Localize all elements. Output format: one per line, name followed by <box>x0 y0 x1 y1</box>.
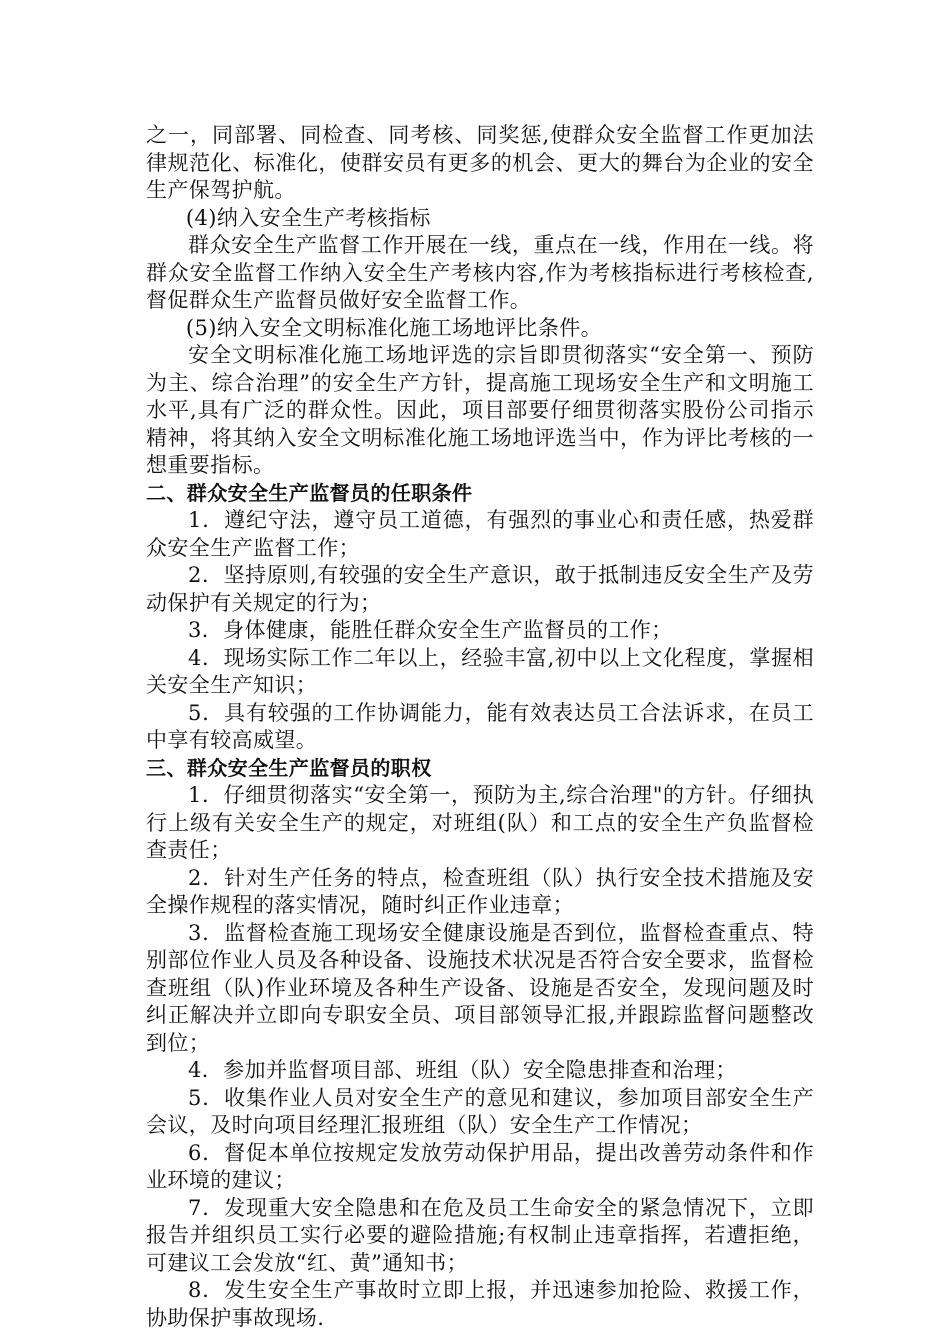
list-item: 4．现场实际工作二年以上，经验丰富,初中以上文化程度，掌握相关安全生产知识； <box>146 645 814 697</box>
subsection-title: (5)纳入安全文明标准化施工场地评比条件。 <box>185 315 603 340</box>
document-body <box>146 122 814 1332</box>
list-item: 7．发现重大安全隐患和在危及员工生命安全的紧急情况下，立即报告并组织员工实行必要的避险措施;有权制止违章指挥，若遭拒绝，可建议工会发放“红、黄”通知书； <box>146 1195 814 1275</box>
list-item: 2．针对生产任务的特点，检查班组（队）执行安全技术措施及安全操作规程的落实情况，随时纠正作业违章； <box>146 865 814 917</box>
section-heading: 三、群众安全生产监督员的职权 <box>146 755 432 780</box>
list-item: 1．遵纪守法，遵守员工道德，有强烈的事业心和责任感，热爱群众安全生产监督工作； <box>146 508 814 560</box>
section-heading: 二、群众安全生产监督员的任职条件 <box>146 480 473 505</box>
list-item: 1．仔细贯彻落实“安全第一，预防为主,综合治理"的方针。仔细执行上级有关安全生产的规定，对班组(队）和工点的安全生产负监督检查责任； <box>146 783 814 862</box>
subsection-title: (4)纳入安全生产考核指标 <box>185 205 431 230</box>
list-item: 8．发生安全生产事故时立即上报，并迅速参加抢险、救援工作，协助保护事故现场. <box>146 1278 814 1330</box>
list-item: 4．参加并监督项目部、班组（队）安全隐患排查和治理； <box>188 1058 737 1082</box>
list-item: 5．收集作业人员对安全生产的意见和建议，参加项目部安全生产会议，及时向项目经理汇报班组（队）安全生产工作情况； <box>146 1085 814 1137</box>
list-item: 6．督促本单位按规定发放劳动保护用品，提出改善劳动条件和作业环境的建议； <box>146 1140 814 1192</box>
list-item: 3．身体健康，能胜任群众安全生产监督员的工作； <box>188 618 673 642</box>
list-item: 3．监督检查施工现场安全健康设施是否到位，监督检查重点、特别部位作业人员及各种设备、设施技术状况是否符合安全要求，监督检查班组（队)作业环境及各种生产设备、设施是否安全，发现问题及时纠正解决并立即向专职安全员、项目部领导汇报,并跟踪监督问题整改到位； <box>146 920 814 1055</box>
list-item: 5．具有较强的工作协调能力，能有效表达员工合法诉求，在员工中享有较高威望。 <box>146 700 814 752</box>
paragraph: 群众安全生产监督工作开展在一线，重点在一线，作用在一线。将群众安全监督工作纳入安全生产考核内容,作为考核指标进行考核检查,督促群众生产监督员做好安全监督工作。 <box>146 233 814 312</box>
list-item: 2．坚持原则,有较强的安全生产意识，敢于抵制违反安全生产及劳动保护有关规定的行为； <box>146 563 814 615</box>
paragraph: 之一，同部署、同检查、同考核、同奖惩,使群众安全监督工作更加法律规范化、标准化，使群安员有更多的机会、更大的舞台为企业的安全生产保驾护航。 <box>146 123 814 202</box>
paragraph: 安全文明标准化施工场地评选的宗旨即贯彻落实“安全第一、预防为主、综合治理”的安全生产方针，提高施工现场安全生产和文明施工水平,具有广泛的群众性。因此，项目部要仔细贯彻落实股份公司指示精神，将其纳入安全文明标准化施工场地评选当中，作为评比考核的一想重要指标。 <box>146 343 814 477</box>
